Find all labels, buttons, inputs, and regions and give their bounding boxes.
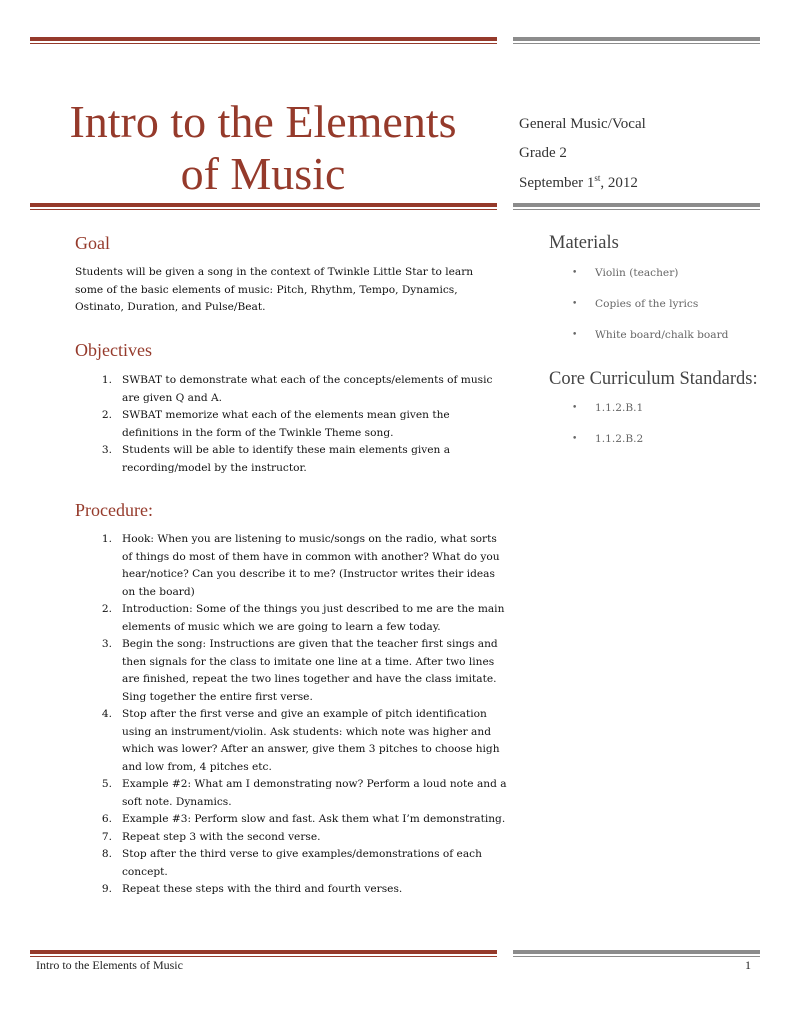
header-meta <box>519 116 646 202</box>
bullet-item <box>549 296 779 327</box>
goal-heading: Goal <box>75 233 110 253</box>
list-item-text: Repeat step 3 with the second verse. <box>122 830 321 843</box>
bullet-icon: • <box>572 434 578 444</box>
list-item-text: Stop after the third verse to give examples/demonstrations of each concept. <box>122 848 482 878</box>
top-rule-left <box>30 37 497 41</box>
list-item <box>75 706 509 776</box>
date-suffix: st <box>594 173 601 183</box>
title-rule-left <box>30 203 497 207</box>
list-item-text: Stop after the first verse and give an example of pitch identification using an instrument/violin. Ask students: which note was higher and which was lower? After an answer, give them 3 pitches to choose high and low from, 4 pitches etc. <box>122 708 500 773</box>
materials-list <box>549 265 779 358</box>
bullet-text: 1.1.2.B.2 <box>595 433 644 445</box>
list-item-number: 1. <box>101 374 112 386</box>
date-year: , 2012 <box>600 175 638 191</box>
title-rule-right <box>513 203 760 207</box>
list-item-number: 5. <box>101 778 112 790</box>
list-item-number: 2. <box>101 603 112 615</box>
list-item-text: Begin the song: Instructions are given that the teacher first sings and then signals for the class to imitate one line at a time. After two lines are finished, repeat the two lines together and have the class imitate. Sing together the entire first verse. <box>122 638 498 703</box>
list-item <box>75 442 507 477</box>
list-item-text: Example #2: What am I demonstrating now? Perform a loud note and a soft note. Dynamics. <box>122 778 507 808</box>
list-item-text: Example #3: Perform slow and fast. Ask them what I’m demonstrating. <box>122 813 506 825</box>
list-item <box>75 846 509 881</box>
list-item-number: 1. <box>101 533 112 545</box>
footer-title: Intro to the Elements of Music <box>36 958 183 972</box>
list-item-text: Hook: When you are listening to music/songs on the radio, what sorts of things do most of them have in common with another? What do you hear/notice? Can you describe it to me? (Instructor writes their ideas on the board) <box>122 533 500 598</box>
list-item-number: 4. <box>101 708 112 720</box>
list-item-text: SWBAT to demonstrate what each of the concepts/elements of music are given Q and A. <box>122 374 493 404</box>
bullet-text: Violin (teacher) <box>595 267 679 279</box>
bullet-text: White board/chalk board <box>595 329 729 341</box>
bullet-icon: • <box>572 330 578 340</box>
procedure-list <box>75 531 509 899</box>
list-item-number: 3. <box>101 638 112 650</box>
bullet-icon: • <box>572 403 578 413</box>
bullet-icon: • <box>572 299 578 309</box>
bullet-item <box>549 265 779 296</box>
list-item-number: 8. <box>101 848 112 860</box>
bullet-text: 1.1.2.B.1 <box>595 402 644 414</box>
list-item-number: 6. <box>101 813 112 825</box>
grade-label: Grade 2 <box>519 144 567 161</box>
list-item <box>75 372 507 407</box>
course-label: General Music/Vocal <box>519 116 646 132</box>
bullet-text: Copies of the lyrics <box>595 298 699 310</box>
objectives-list <box>75 372 507 477</box>
title-line-1: Intro to the Elements <box>69 96 457 147</box>
bullet-item <box>549 327 779 358</box>
footer-rule-left <box>30 950 497 954</box>
standards-heading: Core Curriculum Standards: <box>549 369 758 389</box>
list-item-text: SWBAT memorize what each of the elements mean given the definitions in the form of the Twinkle Theme song. <box>122 409 450 439</box>
goal-text: Students will be given a song in the context of Twinkle Little Star to learn some of the basic elements of music: Pitch, Rhythm, Tempo, Dynamics, Ostinato, Duration, and Pulse/Beat. <box>75 266 474 313</box>
materials-heading: Materials <box>549 233 619 253</box>
list-item-number: 9. <box>101 883 112 895</box>
page-number: 1 <box>745 958 751 972</box>
bullet-item <box>549 431 779 462</box>
list-item <box>75 829 509 847</box>
list-item-text: Repeat these steps with the third and fourth verses. <box>122 883 403 895</box>
list-item <box>75 407 507 442</box>
bullet-icon: • <box>572 268 578 278</box>
list-item <box>75 776 509 811</box>
date-label <box>519 173 646 202</box>
list-item <box>75 881 509 899</box>
procedure-heading: Procedure: <box>75 500 153 520</box>
title-line-2: of Music <box>180 148 346 199</box>
page-title <box>40 96 486 200</box>
list-item-number: 7. <box>101 830 112 843</box>
list-item <box>75 601 509 636</box>
standards-list <box>549 400 779 462</box>
bullet-item <box>549 400 779 431</box>
top-rule-right <box>513 37 760 41</box>
list-item-text: Students will be able to identify these main elements given a recording/model by the instructor. <box>122 444 451 474</box>
list-item <box>75 531 509 601</box>
footer-rule-right <box>513 950 760 954</box>
list-item-number: 3. <box>101 444 112 456</box>
list-item-text: Introduction: Some of the things you just described to me are the main elements of music which we are going to learn a few today. <box>122 603 505 633</box>
objectives-heading: Objectives <box>75 340 152 360</box>
list-item <box>75 636 509 706</box>
list-item-number: 2. <box>101 409 112 421</box>
date-main: September 1 <box>519 175 595 191</box>
list-item <box>75 811 509 829</box>
